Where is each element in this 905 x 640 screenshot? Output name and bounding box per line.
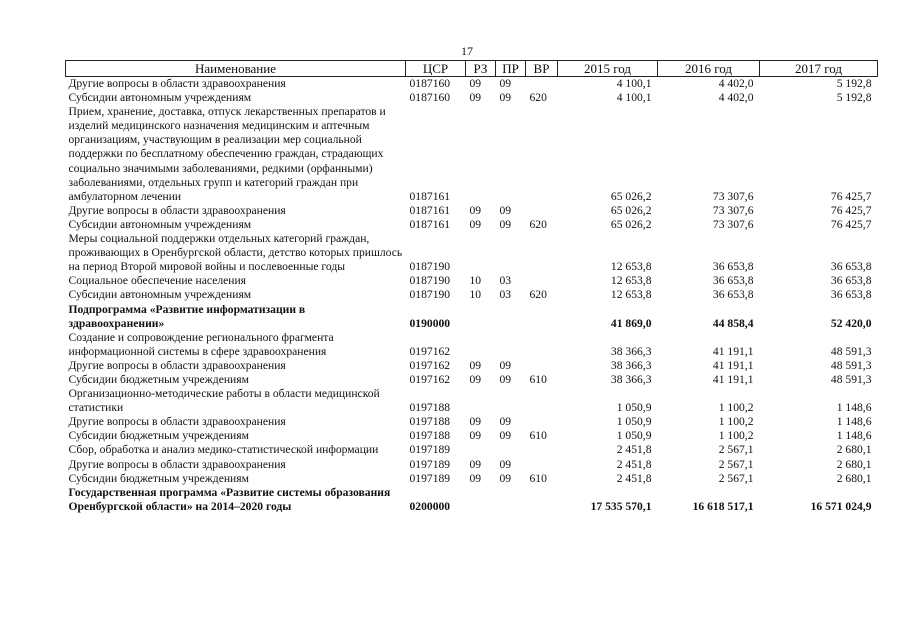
row-value-2017: 52 420,0 [830,316,872,330]
row-name: Социальное обеспечение населения [68,274,247,288]
row-vr [526,274,558,288]
row-rz [466,387,496,415]
row-value-2015: 12 653,8 [610,274,652,288]
row-value-2015: 2 451,8 [616,471,652,485]
row-csr: 0187190 [409,274,451,288]
row-pr: 09 [499,429,512,443]
row-vr: 620 [529,217,547,231]
row-value-2015: 65 026,2 [610,203,652,217]
row-rz: 09 [469,415,482,429]
row-vr [526,232,558,274]
row-value-2017: 5 192,8 [836,91,872,105]
row-rz: 09 [469,429,482,443]
row-pr [496,486,526,514]
row-pr: 03 [499,274,512,288]
row-csr: 0187160 [409,77,451,90]
row-value-2016: 41 191,1 [712,358,754,372]
row-csr: 0200000 [409,499,451,513]
row-pr [496,331,526,359]
row-value-2017: 5 192,8 [836,77,872,90]
row-value-2017: 48 591,3 [830,344,872,358]
column-header-2016: 2016 год [658,61,760,77]
row-rz: 10 [469,274,482,288]
table-row [66,77,878,92]
row-value-2015: 4 100,1 [616,91,652,105]
row-csr: 0187161 [409,203,451,217]
row-csr: 0197188 [409,415,451,429]
row-vr: 620 [529,91,547,105]
table-row [66,415,878,429]
row-pr: 09 [499,217,512,231]
row-value-2017: 76 425,7 [830,203,872,217]
row-value-2015: 65 026,2 [610,217,652,231]
row-value-2015: 38 366,3 [610,372,652,386]
page-number: 17 [461,44,473,58]
row-vr [526,105,558,204]
row-value-2015: 12 653,8 [610,260,652,274]
row-value-2015: 41 869,0 [610,316,652,330]
row-vr [526,415,558,429]
budget-table [65,60,878,514]
table-row [66,232,878,274]
row-value-2016: 1 100,2 [718,429,754,443]
row-csr: 0190000 [409,316,451,330]
row-value-2017: 2 680,1 [836,471,872,485]
row-pr [496,105,526,204]
row-value-2017: 48 591,3 [830,358,872,372]
row-vr [526,204,558,218]
row-pr: 09 [499,358,512,372]
row-name: Сбор, обработка и анализ медико-статистической информации [68,443,379,457]
row-value-2017: 48 591,3 [830,372,872,386]
row-value-2016: 2 567,1 [718,471,754,485]
row-pr [496,232,526,274]
row-rz: 09 [469,203,482,217]
table-body [66,77,878,514]
row-pr [496,303,526,331]
row-rz [466,486,496,514]
row-pr: 09 [499,471,512,485]
row-vr: 610 [529,429,547,443]
row-value-2016: 41 191,1 [712,344,754,358]
row-vr: 610 [529,372,547,386]
row-value-2015: 2 451,8 [616,443,652,457]
table-row [66,288,878,302]
table-row [66,458,878,472]
column-header-name: Наименование [66,61,406,77]
table-row [66,486,878,514]
row-name: Субсидии автономным учреждениям [68,288,252,302]
row-rz: 09 [469,457,482,471]
row-csr: 0197189 [409,443,451,457]
row-value-2015: 4 100,1 [616,77,652,90]
row-csr: 0187161 [409,217,451,231]
row-value-2017: 36 653,8 [830,274,872,288]
row-name: Государственная программа «Развитие системы образования Оренбургской области» на 2014–2020 годы [68,485,391,513]
row-vr [526,331,558,359]
table-row [66,359,878,373]
row-rz: 09 [469,358,482,372]
row-value-2016: 73 307,6 [712,203,754,217]
row-vr [526,77,558,92]
row-rz [466,443,496,457]
column-header-pr: ПР [496,61,526,77]
row-csr: 0187161 [409,189,451,203]
row-rz: 09 [469,372,482,386]
row-value-2015: 38 366,3 [610,344,652,358]
row-value-2016: 4 402,0 [718,77,754,90]
column-header-csr: ЦСР [406,61,466,77]
row-value-2016: 4 402,0 [718,91,754,105]
row-csr: 0187160 [409,91,451,105]
row-vr [526,303,558,331]
row-csr: 0197188 [409,401,451,415]
table-row [66,472,878,486]
row-pr [496,387,526,415]
row-value-2016: 36 653,8 [712,274,754,288]
row-csr: 0197189 [409,471,451,485]
row-csr: 0197162 [409,372,451,386]
table-row [66,218,878,232]
row-name: Другие вопросы в области здравоохранения [68,415,286,429]
row-name: Субсидии автономным учреждениям [68,91,252,105]
row-value-2015: 17 535 570,1 [590,499,652,513]
row-rz [466,105,496,204]
row-value-2017: 1 148,6 [836,401,872,415]
row-vr: 620 [529,288,547,302]
row-csr: 0187190 [409,260,451,274]
row-value-2017: 1 148,6 [836,415,872,429]
row-vr: 610 [529,471,547,485]
row-value-2016: 16 618 517,1 [692,499,754,513]
row-name: Другие вопросы в области здравоохранения [68,203,286,217]
table-row [66,387,878,415]
row-value-2016: 44 858,4 [712,316,754,330]
row-value-2016: 2 567,1 [718,443,754,457]
row-pr: 09 [499,372,512,386]
row-name: Меры социальной поддержки отдельных категорий граждан, проживающих в Оренбургской области, детство которых пришлось на период Второй мировой войны и послевоенные годы [68,232,403,274]
table-row [66,429,878,443]
row-name: Другие вопросы в области здравоохранения [68,77,286,90]
row-value-2015: 1 050,9 [616,429,652,443]
row-name: Прием, хранение, доставка, отпуск лекарственных препаратов и изделий медицинского назначения медицинским и аптечным организациям, участвующим в реализации мер социальной поддержки по бесплатному обеспечению граждан, страдающих социально значимыми заболеваниями, редкими (орфанными) заболеваниями, отдельных групп и категорий граждан при амбулаторном лечении [68,105,386,203]
row-rz: 09 [469,77,482,90]
row-value-2017: 76 425,7 [830,217,872,231]
row-pr: 09 [499,91,512,105]
row-pr [496,443,526,457]
row-rz: 09 [469,217,482,231]
column-header-vr: ВР [526,61,558,77]
row-rz [466,303,496,331]
row-csr: 0197162 [409,344,451,358]
row-value-2016: 41 191,1 [712,372,754,386]
row-value-2017: 1 148,6 [836,429,872,443]
row-value-2017: 2 680,1 [836,443,872,457]
column-header-2017: 2017 год [760,61,878,77]
row-value-2016: 36 653,8 [712,260,754,274]
row-vr [526,443,558,457]
row-value-2016: 73 307,6 [712,217,754,231]
row-vr [526,359,558,373]
row-value-2015: 2 451,8 [616,457,652,471]
row-value-2015: 65 026,2 [610,189,652,203]
row-name: Другие вопросы в области здравоохранения [68,457,286,471]
row-vr [526,458,558,472]
row-value-2016: 2 567,1 [718,457,754,471]
row-csr: 0197188 [409,429,451,443]
table-row [66,274,878,288]
row-rz: 09 [469,471,482,485]
row-pr: 09 [499,415,512,429]
table-row [66,331,878,359]
table-row [66,91,878,105]
row-name: Субсидии автономным учреждениям [68,217,252,231]
row-value-2016: 73 307,6 [712,189,754,203]
row-value-2015: 12 653,8 [610,288,652,302]
row-value-2017: 36 653,8 [830,260,872,274]
row-name: Организационно-методические работы в области медицинской статистики [68,387,380,415]
row-pr: 09 [499,77,512,90]
table-row [66,443,878,457]
row-name: Подпрограмма «Развитие информатизации в здравоохранении» [68,302,306,330]
row-value-2015: 1 050,9 [616,401,652,415]
row-pr: 09 [499,203,512,217]
column-header-2015: 2015 год [558,61,658,77]
row-rz: 09 [469,91,482,105]
row-name: Создание и сопровождение регионального фрагмента информационной системы в сфере здравоохранения [68,330,334,358]
row-name: Другие вопросы в области здравоохранения [68,358,286,372]
row-csr: 0187190 [409,288,451,302]
row-csr: 0197162 [409,358,451,372]
row-value-2017: 76 425,7 [830,189,872,203]
row-value-2016: 1 100,2 [718,401,754,415]
table-row [66,204,878,218]
row-value-2017: 16 571 024,9 [810,499,872,513]
row-name: Субсидии бюджетным учреждениям [68,429,249,443]
table-row [66,373,878,387]
row-rz [466,232,496,274]
row-vr [526,387,558,415]
row-value-2017: 2 680,1 [836,457,872,471]
row-name: Субсидии бюджетным учреждениям [68,471,249,485]
row-rz [466,331,496,359]
column-header-rz: РЗ [466,61,496,77]
row-vr [526,486,558,514]
row-rz: 10 [469,288,482,302]
row-value-2016: 1 100,2 [718,415,754,429]
table-header-row [66,61,878,77]
row-value-2015: 38 366,3 [610,358,652,372]
row-value-2015: 1 050,9 [616,415,652,429]
table-row [66,105,878,204]
row-value-2017: 36 653,8 [830,288,872,302]
row-pr: 03 [499,288,512,302]
row-name: Субсидии бюджетным учреждениям [68,372,249,386]
row-pr: 09 [499,457,512,471]
table-row [66,303,878,331]
row-value-2016: 36 653,8 [712,288,754,302]
row-csr: 0197189 [409,457,451,471]
